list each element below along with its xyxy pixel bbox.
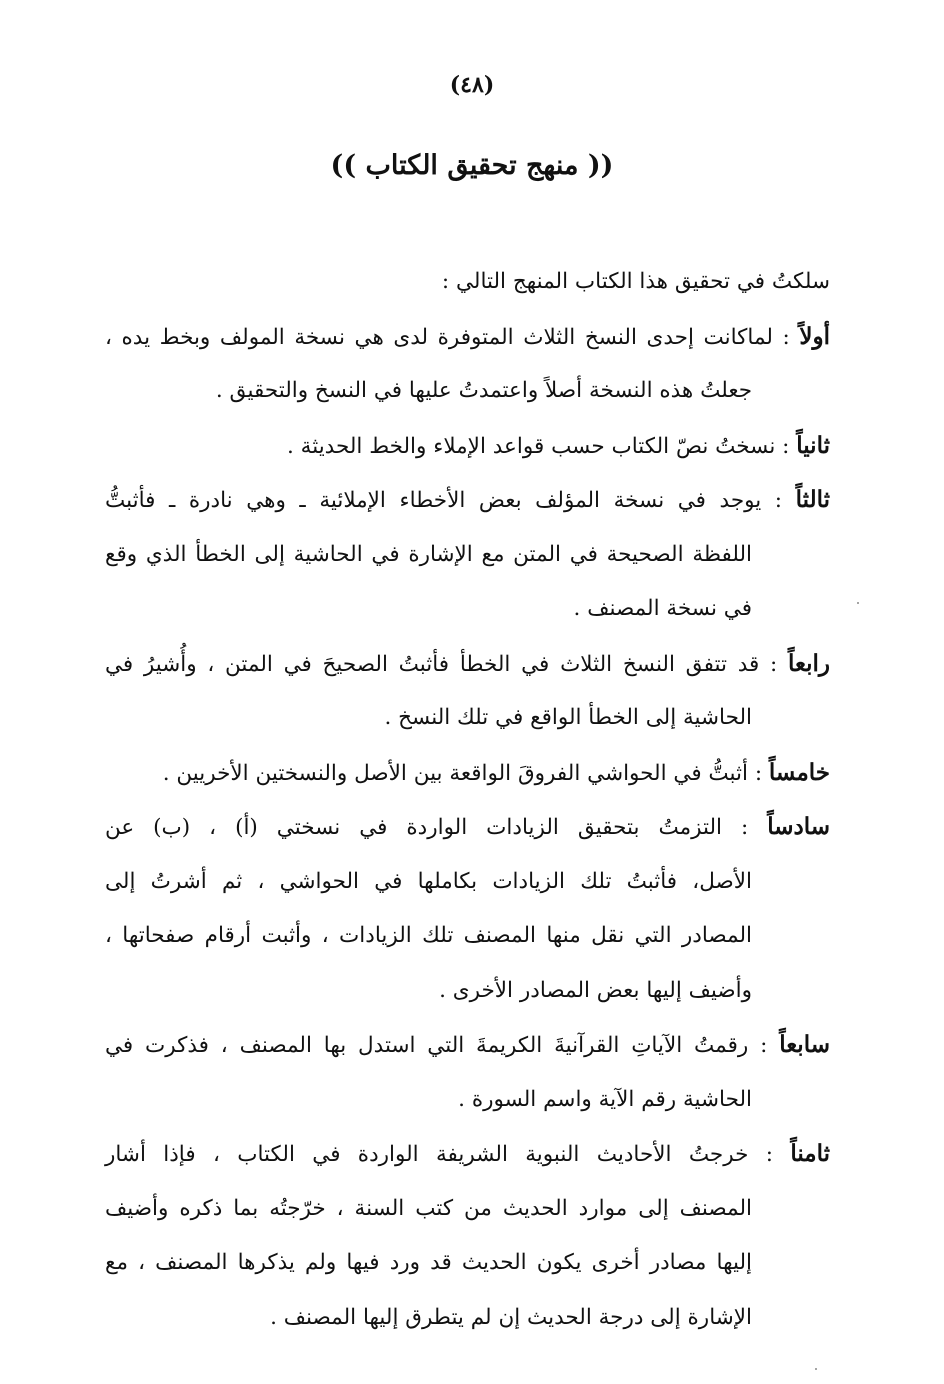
list-item-continuation: جعلتُ هذه النسخة أصلاً واعتمدتُ عليها في النسخ والتحقيق . bbox=[215, 378, 752, 403]
item-text: رقمتُ الآياتِ القرآنيةَ الكريمةَ التي استدل بها المصنف ، فذكرت في bbox=[105, 1033, 749, 1058]
item-text: أثبتُّ في الحواشي الفروقَ الواقعة بين الأصل والنسختين الأخريين . bbox=[162, 760, 748, 786]
item-label: خامساً bbox=[768, 758, 830, 786]
list-item-first-line: خامساً : أثبتُّ في الحواشي الفروقَ الواقعة بين الأصل والنسختين الأخريين . bbox=[162, 758, 830, 786]
item-text: لماكانت إحدى النسخ الثلاث المتوفرة لدى هي نسخة المولف وبخط يده ، bbox=[105, 324, 773, 350]
item-label: سابعاً bbox=[779, 1031, 830, 1058]
list-item-first-line: سابعاً : رقمتُ الآياتِ القرآنيةَ الكريمةَ التي استدل بها المصنف ، فذكرت في bbox=[105, 1031, 830, 1058]
list-item-continuation: المصادر التي نقل منها المصنف تلك الزيادات ، وأثبت أرقام صفحاتها ، bbox=[105, 923, 752, 948]
scan-speck bbox=[857, 602, 859, 604]
item-text: خرجتُ الأحاديث النبوية الشريفة الواردة في الكتاب ، فإذا أشار bbox=[105, 1142, 749, 1167]
body-text bbox=[105, 255, 830, 1345]
list-item-first-line: رابعاً : قد تتفق النسخ الثلاث في الخطأ فأثبتُ الصحيحَ في المتن ، وأُشيرُ في bbox=[105, 649, 830, 677]
item-label: رابعاً bbox=[787, 649, 830, 677]
item-label: أولاً bbox=[799, 322, 830, 350]
list-item-continuation: المصنف إلى موارد الحديث من كتب السنة ، خرّجتُه بما ذكره وأضيف bbox=[105, 1195, 752, 1221]
list-item-continuation: وأضيف إليها بعض المصادر الأخرى . bbox=[439, 977, 752, 1003]
list-item-continuation: الحاشية رقم الآية واسم السورة . bbox=[458, 1086, 752, 1112]
list-item-first-line: سادساً : التزمتُ بتحقيق الزيادات الواردة في نسختي (أ) ، (ب) عن bbox=[105, 813, 830, 840]
list-item-continuation: الإشارة إلى درجة الحديث إن لم يتطرق إليها المصنف . bbox=[270, 1304, 752, 1330]
item-text: التزمتُ بتحقيق الزيادات الواردة في نسختي (أ) ، (ب) عن bbox=[105, 815, 722, 840]
scan-speck bbox=[815, 1368, 817, 1370]
list-item-continuation: في نسخة المصنف . bbox=[573, 596, 752, 621]
list-item-first-line: ثانياً : نسختُ نصّ الكتاب حسب قواعد الإملاء والخط الحديثة . bbox=[287, 431, 830, 459]
item-text: قد تتفق النسخ الثلاث في الخطأ فأثبتُ الصحيحَ في المتن ، وأُشيرُ في bbox=[105, 651, 760, 677]
page-number: (٤٨) bbox=[449, 72, 495, 98]
list-item-first-line: أولاً : لماكانت إحدى النسخ الثلاث المتوفرة لدى هي نسخة المولف وبخط يده ، bbox=[105, 322, 830, 350]
intro-line: سلكتُ في تحقيق هذا الكتاب المنهج التالي : bbox=[441, 269, 830, 294]
item-label: سادساً bbox=[767, 813, 830, 840]
list-item-continuation: الأصل، فأثبتُ تلك الزيادات بكاملها في الحواشي ، ثم أشرتُ إلى bbox=[105, 868, 752, 894]
list-item-continuation: الحاشية إلى الخطأ الواقع في تلك النسخ . bbox=[384, 705, 752, 730]
item-text: يوجد في نسخة المؤلف بعض الأخطاء الإملائية ـ وهي نادرة ـ فأثبتُّ bbox=[105, 488, 762, 513]
list-item-first-line: ثالثاً : يوجد في نسخة المؤلف بعض الأخطاء الإملائية ـ وهي نادرة ـ فأثبتُّ bbox=[105, 486, 831, 513]
item-label: ثالثاً bbox=[795, 486, 831, 513]
list-item-continuation: اللفظة الصحيحة في المتن مع الإشارة في الحاشية إلى الخطأ الذي وقع bbox=[105, 541, 752, 567]
list-item-continuation: إليها مصادر أخرى يكون الحديث قد ورد فيها ولم يذكرها المصنف ، مع bbox=[105, 1250, 752, 1275]
item-label: ثامناً bbox=[790, 1140, 830, 1167]
list-item-first-line: ثامناً : خرجتُ الأحاديث النبوية الشريفة الواردة في الكتاب ، فإذا أشار bbox=[105, 1140, 830, 1167]
chapter-title: (( منهج تحقيق الكتاب )) bbox=[330, 150, 614, 181]
item-label: ثانياً bbox=[796, 431, 830, 459]
item-text: نسختُ نصّ الكتاب حسب قواعد الإملاء والخط الحديثة . bbox=[287, 433, 776, 459]
